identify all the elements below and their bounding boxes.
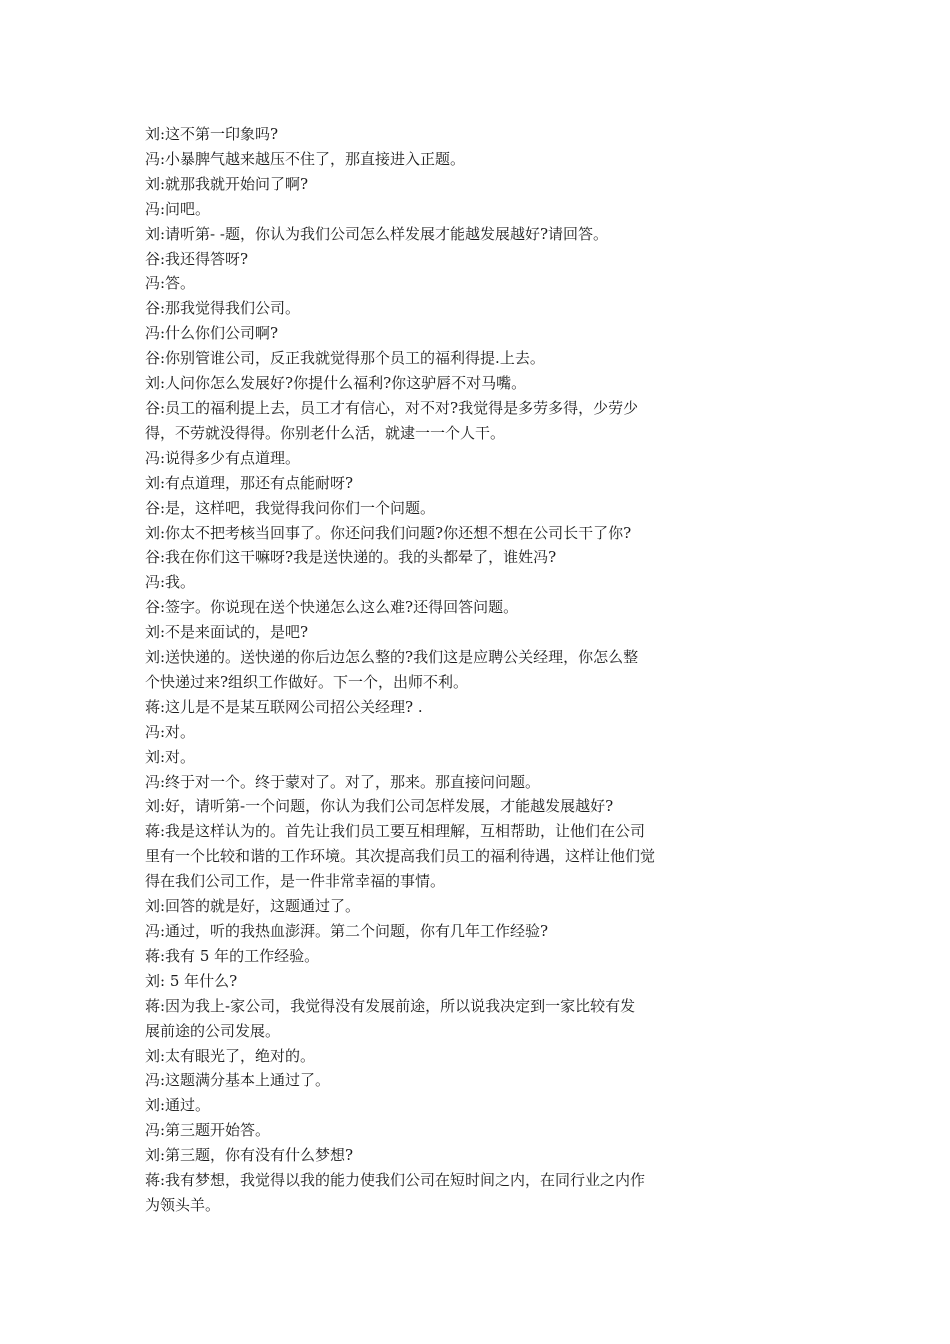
dialogue-line: 冯:第三题开始答。	[145, 1121, 271, 1140]
dialogue-line: 里有一个比较和谐的工作环境。其次提高我们员工的福利待遇，这样让他们觉	[145, 847, 656, 866]
dialogue-line: 得在我们公司工作，是一件非常幸福的事情。	[145, 872, 446, 891]
dialogue-paragraph	[145, 919, 725, 944]
dialogue-line: 刘:回答的就是好，这题通过了。	[145, 897, 361, 916]
dialogue-line: 为领头羊。	[145, 1195, 221, 1214]
dialogue-paragraph	[145, 122, 725, 147]
dialogue-paragraph	[145, 720, 725, 745]
dialogue-paragraph	[145, 645, 725, 695]
dialogue-line: 冯:我。	[145, 573, 196, 592]
dialogue-paragraph	[145, 994, 725, 1044]
dialogue-line: 刘:通过。	[145, 1096, 211, 1115]
dialogue-line: 刘:你太不把考核当回事了。你还问我们问题?你还想不想在公司长干了你?	[145, 523, 632, 542]
dialogue-paragraph	[145, 545, 725, 570]
dialogue-line: 谷:你别管谁公司，反正我就觉得那个员工的福利得提.上去。	[145, 349, 545, 368]
dialogue-paragraph	[145, 496, 725, 521]
dialogue-paragraph	[145, 247, 725, 272]
dialogue-paragraph	[145, 1168, 725, 1218]
dialogue-line: 冯:答。	[145, 274, 196, 293]
dialogue-line: 刘:有点道理，那还有点能耐呀?	[145, 473, 354, 492]
dialogue-line: 冯:问吧。	[145, 199, 211, 218]
dialogue-line: 刘:请听第- -题，你认为我们公司怎么样发展才能越发展越好?请回答。	[145, 224, 609, 243]
dialogue-line: 谷:是，这样吧，我觉得我问你们一个问题。	[145, 498, 436, 517]
dialogue-paragraph	[145, 1068, 725, 1093]
dialogue-paragraph	[145, 321, 725, 346]
dialogue-line: 刘:好，请听第-一个问题，你认为我们公司怎样发展，才能越发展越好?	[145, 797, 614, 816]
dialogue-paragraph	[145, 222, 725, 247]
dialogue-paragraph	[145, 197, 725, 222]
dialogue-paragraph	[145, 172, 725, 197]
dialogue-paragraph	[145, 446, 725, 471]
dialogue-line: 得，不劳就没得得。你别老什么活，就逮一一个人干。	[145, 423, 506, 442]
dialogue-line: 刘:太有眼光了，绝对的。	[145, 1046, 316, 1065]
dialogue-line: 冯:终于对一个。终于蒙对了。对了，那来。那直接问问题。	[145, 772, 541, 791]
dialogue-line: 刘:送快递的。送快递的你后边怎么整的?我们这是应聘公关经理，你怎么整	[145, 648, 639, 667]
dialogue-line: 蒋:因为我上-家公司，我觉得没有发展前途，所以说我决定到一家比较有发	[145, 996, 636, 1015]
dialogue-paragraph	[145, 1118, 725, 1143]
dialogue-paragraph	[145, 819, 725, 894]
dialogue-line: 展前途的公司发展。	[145, 1021, 281, 1040]
dialogue-paragraph	[145, 570, 725, 595]
dialogue-line: 刘:对。	[145, 747, 196, 766]
dialogue-paragraph	[145, 944, 725, 969]
dialogue-line: 谷:员工的福利提上去，员工才有信心，对不对?我觉得是多劳多得，少劳少	[145, 398, 639, 417]
dialogue-line: 蒋:我是这样认为的。首先让我们员工要互相理解，互相帮助，让他们在公司	[145, 822, 646, 841]
dialogue-line: 刘:第三题，你有没有什么梦想?	[145, 1146, 354, 1165]
dialogue-line: 谷:签字。你说现在送个快递怎么这么难?还得回答问题。	[145, 598, 519, 617]
dialogue-line: 冯:通过，听的我热血澎湃。第二个问题，你有几年工作经验?	[145, 922, 549, 940]
dialogue-paragraph	[145, 595, 725, 620]
dialogue-line: 冯:说得多少有点道理。	[145, 448, 301, 467]
dialogue-line: 刘:就那我就开始问了啊?	[145, 174, 309, 193]
dialogue-paragraph	[145, 1143, 725, 1168]
dialogue-paragraph	[145, 794, 725, 819]
dialogue-paragraph	[145, 271, 725, 296]
dialogue-line: 谷:那我觉得我们公司。	[145, 299, 301, 318]
dialogue-paragraph	[145, 1093, 725, 1118]
dialogue-paragraph	[145, 147, 725, 172]
dialogue-line: 蒋:我有梦想，我觉得以我的能力使我们公司在短时间之内，在同行业之内作	[145, 1171, 646, 1190]
dialogue-paragraph	[145, 471, 725, 496]
dialogue-paragraph	[145, 521, 725, 546]
dialogue-paragraph	[145, 296, 725, 321]
dialogue-line: 刘:不是来面试的，是吧?	[145, 623, 309, 642]
dialogue-paragraph	[145, 745, 725, 770]
dialogue-line: 刘:这不第一印象吗?	[145, 125, 279, 143]
dialogue-paragraph	[145, 346, 725, 371]
dialogue-line: 刘:人问你怎么发展好?你提什么福利?你这驴唇不对马嘴。	[145, 374, 527, 393]
dialogue-line: 蒋:我有 5 年的工作经验。	[145, 946, 320, 965]
dialogue-line: 冯:什么你们公司啊?	[145, 324, 279, 343]
dialogue-line: 刘: 5 年什么?	[145, 971, 238, 990]
dialogue-paragraph	[145, 1044, 725, 1069]
dialogue-line: 冯:这题满分基本上通过了。	[145, 1071, 331, 1090]
dialogue-paragraph	[145, 894, 725, 919]
dialogue-paragraph	[145, 969, 725, 994]
dialogue-paragraph	[145, 371, 725, 396]
dialogue-line: 谷:我在你们这干嘛呀?我是送快递的。我的头都晕了，谁姓冯?	[145, 548, 557, 567]
document-page	[145, 122, 725, 1218]
dialogue-line: 谷:我还得答呀?	[145, 249, 249, 268]
dialogue-paragraph	[145, 770, 725, 795]
dialogue-paragraph	[145, 695, 725, 720]
dialogue-paragraph	[145, 620, 725, 645]
dialogue-line: 个快递过来?组织工作做好。下一个，出师不利。	[145, 672, 469, 691]
dialogue-line: 蒋:这儿是不是某互联网公司招公关经理? .	[145, 697, 423, 716]
dialogue-paragraph	[145, 396, 725, 446]
dialogue-line: 冯:对。	[145, 722, 196, 741]
dialogue-line: 冯:小暴脾气越来越压不住了，那直接进入正题。	[145, 149, 466, 168]
